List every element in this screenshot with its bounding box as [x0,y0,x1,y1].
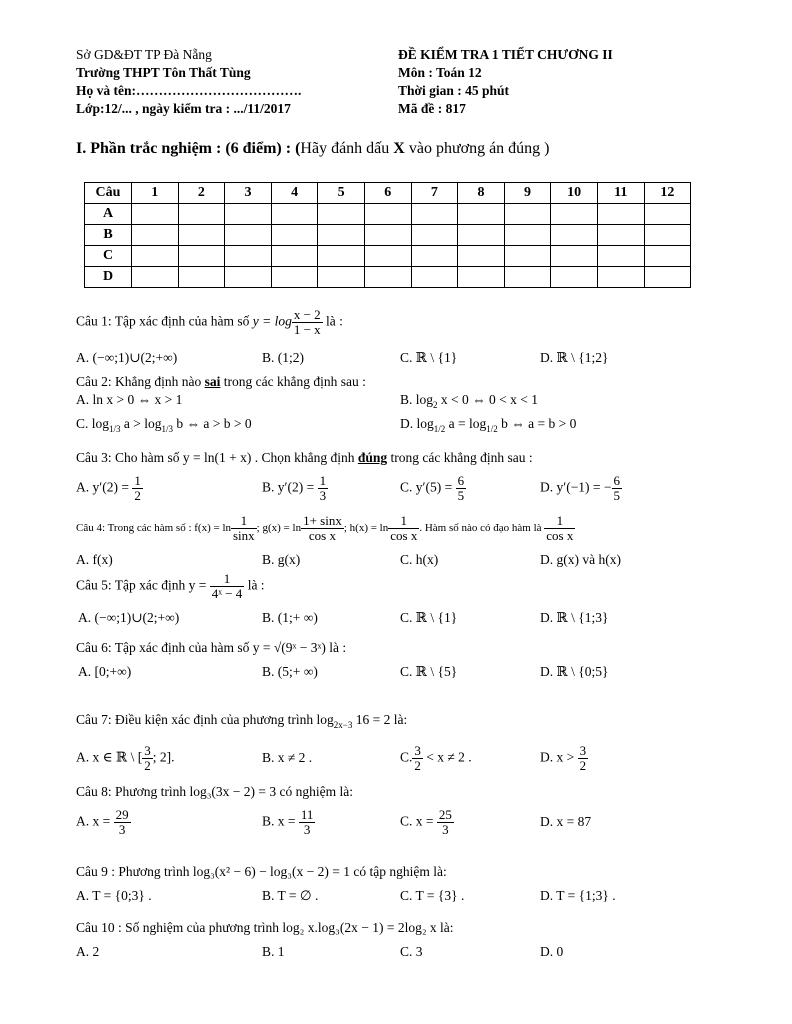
q8-option-d[interactable]: D. x = 87 [540,814,592,829]
answer-cell[interactable] [364,225,411,246]
q7-option-b[interactable]: B. x ≠ 2 . [262,750,313,765]
q1-option-a[interactable]: A. (−∞;1)∪(2;+∞) [76,350,178,365]
answer-row-c [85,246,691,267]
answer-cell[interactable] [271,267,318,288]
question-10: Câu 10 : Số nghiệm của phương trình log₂ x.log₃(2x − 1) = 2log₂ x là: [76,920,454,935]
answer-cell[interactable] [411,246,458,267]
answer-cell[interactable] [271,225,318,246]
q3-option-d[interactable]: D. y′(−1) = − $\frac{6}{5}$ [540,473,621,503]
answer-cell[interactable] [225,204,272,225]
question-number: 4 [271,183,318,204]
question-6: Câu 6: Tập xác định của hàm số y = √(9ˣ − 3ˣ) là : [76,640,347,655]
q9-option-c[interactable]: C. T = {3} . [400,888,465,903]
answer-cell[interactable] [132,225,179,246]
q7-option-d[interactable]: D. x > $\frac{3}{2}$ [540,743,587,773]
q5-option-a[interactable]: A. (−∞;1)∪(2;+∞) [78,610,180,625]
answer-cell[interactable] [132,204,179,225]
q9-option-b[interactable]: B. T = ∅ . [262,888,319,903]
answer-row-b [85,225,691,246]
q10-option-b[interactable]: B. 1 [262,944,285,959]
answer-cell[interactable] [597,246,644,267]
student-name-line: Họ và tên:………………………………. [76,83,302,98]
question-number: 7 [411,183,458,204]
fraction: $\frac{x - 2}{1 - x}$ [293,307,321,337]
answer-cell[interactable] [318,204,365,225]
answer-cell[interactable] [225,246,272,267]
answer-cell[interactable] [458,225,505,246]
answer-cell[interactable] [644,246,691,267]
answer-cell[interactable] [411,225,458,246]
school-department: Sở GD&ĐT TP Đà Nẵng [76,47,212,62]
answer-cell[interactable] [318,246,365,267]
q7-option-a[interactable]: A. x ∈ ℝ \ [ $\frac{3}{2}$ ; 2]. [76,743,175,773]
answer-grid-header-label: Câu [85,183,132,204]
answer-cell[interactable] [458,204,505,225]
question-number: 11 [597,183,644,204]
option-label: A [85,204,132,225]
answer-cell[interactable] [225,225,272,246]
q6-option-d[interactable]: D. ℝ \ {0;5} [540,664,609,679]
subject: Môn : Toán 12 [398,65,482,80]
answer-cell[interactable] [458,267,505,288]
option-label: C [85,246,132,267]
option-label: D [85,267,132,288]
answer-cell[interactable] [644,204,691,225]
q3-option-b[interactable]: B. y′(2) = $\frac{1}{3}$ [262,473,327,503]
answer-row-a [85,204,691,225]
question-number: 12 [644,183,691,204]
answer-cell[interactable] [551,204,598,225]
answer-cell[interactable] [271,246,318,267]
answer-cell[interactable] [504,225,551,246]
answer-cell[interactable] [178,267,225,288]
question-number: 2 [178,183,225,204]
answer-cell[interactable] [225,267,272,288]
question-8: Câu 8: Phương trình log₃(3x − 2) = 3 có nghiệm là: [76,784,353,799]
question-number: 1 [132,183,179,204]
answer-cell[interactable] [644,225,691,246]
question-number: 10 [551,183,598,204]
answer-grid [84,182,691,288]
answer-cell[interactable] [504,204,551,225]
answer-cell[interactable] [178,225,225,246]
q6-option-b[interactable]: B. (5;+ ∞) [262,664,318,679]
answer-cell[interactable] [504,246,551,267]
question-4: Câu 4: Trong các hàm số : f(x) = ln $\frac{1}{\sin x}$ ; g(x) = ln $\frac{1+ \sin x}{\text{cos x}}$ ; h(x) = ln $\frac{1}{\text{cos x}}$ . Hàm số nào có đạo hàm là $\frac{1}{\text{cos x}}$ [76,513,574,543]
q10-option-d[interactable]: D. 0 [540,944,564,959]
answer-row-d [85,267,691,288]
q5-option-c[interactable]: C. ℝ \ {1} [400,610,458,625]
school-name: Trường THPT Tôn Thất Tùng [76,65,251,80]
question-number: 6 [364,183,411,204]
q6-option-a[interactable]: A. [0;+∞) [78,664,132,679]
section-title: I. Phần trắc nghiệm : (6 điểm) : (Hãy đánh dấu X vào phương án đúng ) [76,140,550,157]
class-date-line: Lớp:12/... , ngày kiểm tra : .../11/2017 [76,101,291,116]
q3-option-c[interactable]: C. y′(5) = $\frac{6}{5}$ [400,473,465,503]
q10-option-c[interactable]: C. 3 [400,944,423,959]
q4-option-a[interactable]: A. f(x) [76,552,113,567]
option-label: B [85,225,132,246]
question-2: Câu 2: Khẳng định nào sai trong các khẳng định sau : [76,374,366,389]
q8-option-a[interactable]: A. x = $\frac{29}{3}$ [76,807,129,837]
answer-cell[interactable] [411,267,458,288]
q9-option-a[interactable]: A. T = {0;3} . [76,888,152,903]
q3-option-a[interactable]: A. y′(2) = $\frac{1}{2}$ [76,473,141,503]
q2-option-a[interactable]: A. ln x > 0 ⇔ x > 1 [76,392,183,407]
answer-cell[interactable] [411,204,458,225]
q2-option-c[interactable]: C. $\log_{1/3} a > \log_{1/3} b$ ⇔ a > b > 0 [76,416,252,434]
q7-option-c[interactable]: C. $\frac{3}{2}$ < x ≠ 2 . [400,743,472,773]
answer-cell[interactable] [132,267,179,288]
answer-cell[interactable] [551,267,598,288]
q2-option-d[interactable]: D. $\log_{1/2} a = \log_{1/2} b$ ⇔ a = b > 0 [400,416,577,434]
answer-cell[interactable] [504,267,551,288]
q8-option-b[interactable]: B. x = $\frac{11}{3}$ [262,807,314,837]
answer-cell[interactable] [178,246,225,267]
answer-cell[interactable] [597,267,644,288]
exam-title: ĐỀ KIỂM TRA 1 TIẾT CHƯƠNG II [398,47,613,62]
duration: Thời gian : 45 phút [398,83,510,98]
q4-option-c[interactable]: C. h(x) [400,552,439,567]
question-number: 8 [458,183,505,204]
question-9: Câu 9 : Phương trình log₃(x² − 6) − log₃(x − 2) = 1 có tập nghiệm là: [76,864,447,879]
question-number: 5 [318,183,365,204]
answer-cell[interactable] [551,225,598,246]
q2-option-b[interactable]: B. $\log_2 x < 0$ ⇔ 0 < x < 1 [400,392,538,410]
q1-option-c[interactable]: C. ℝ \ {1} [400,350,458,365]
q1-option-b[interactable]: B. (1;2) [262,350,304,365]
answer-cell[interactable] [318,267,365,288]
answer-cell[interactable] [318,225,365,246]
answer-cell[interactable] [364,204,411,225]
q5-option-b[interactable]: B. (1;+ ∞) [262,610,318,625]
answer-cell[interactable] [271,204,318,225]
question-number: 3 [225,183,272,204]
answer-cell[interactable] [597,225,644,246]
question-1: Câu 1: Tập xác định của hàm số y = log $\frac{x - 2}{1 - x}$ là : [76,307,343,337]
question-3: Câu 3: Cho hàm số y = ln(1 + x) . Chọn khẳng định đúng trong các khẳng định sau : [76,450,533,465]
q4-option-b[interactable]: B. g(x) [262,552,301,567]
q6-option-c[interactable]: C. ℝ \ {5} [400,664,458,679]
question-7: Câu 7: Điều kiện xác định của phương trình $\log_{2x-3} 16 = 2$ là: [76,712,408,730]
answer-cell[interactable] [644,267,691,288]
answer-cell[interactable] [458,246,505,267]
exam-code: Mã đề : 817 [398,101,466,116]
answer-cell[interactable] [364,246,411,267]
q8-option-c[interactable]: C. x = $\frac{25}{3}$ [400,807,452,837]
answer-grid-header-row [85,183,691,204]
answer-cell[interactable] [364,267,411,288]
answer-cell[interactable] [551,246,598,267]
question-number: 9 [504,183,551,204]
answer-cell[interactable] [132,246,179,267]
q4-option-d[interactable]: D. g(x) và h(x) [540,552,621,567]
answer-cell[interactable] [597,204,644,225]
q1-option-d[interactable]: D. ℝ \ {1;2} [540,350,609,365]
answer-cell[interactable] [178,204,225,225]
q10-option-a[interactable]: A. 2 [76,944,100,959]
q5-option-d[interactable]: D. ℝ \ {1;3} [540,610,609,625]
question-5: Câu 5: Tập xác định y = $\frac{1}{\text{4ˣ − 4}}$ là : [76,571,265,601]
q9-option-d[interactable]: D. T = {1;3} . [540,888,616,903]
